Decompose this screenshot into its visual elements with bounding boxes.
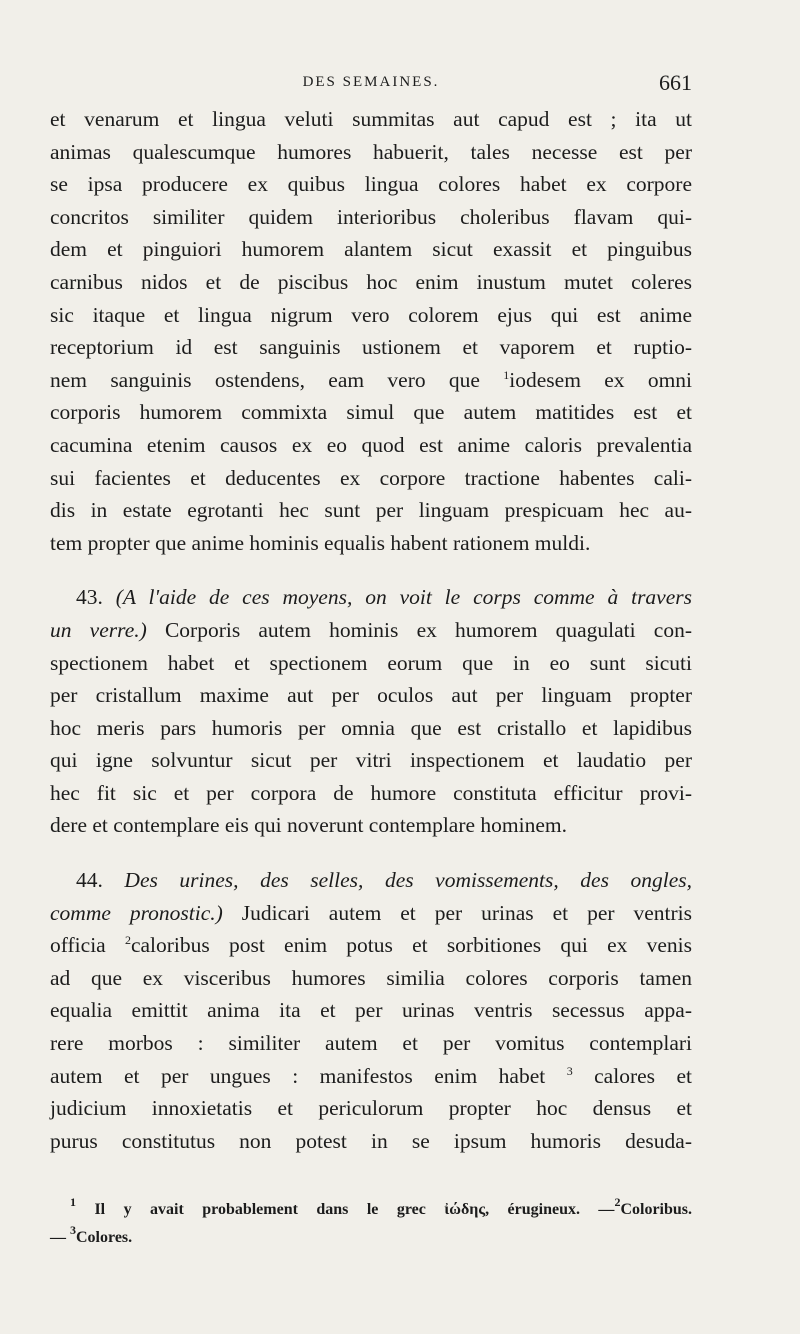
text-line: [50, 1060, 692, 1093]
section-heading-cont: comme pronostic.): [50, 900, 223, 925]
paragraph-1: [50, 103, 692, 559]
section-heading-cont: un verre.): [50, 617, 147, 642]
text-line: qui igne solvuntur sicut per vitri inspectionem et laudatio per: [50, 748, 692, 773]
page-number: 661: [659, 70, 692, 95]
paragraph-44: [50, 864, 692, 1157]
text-line: hoc meris pars humoris per omnia que est cristallo et lapidibus: [50, 715, 692, 740]
text-line: dere et contemplare eis qui noverunt contemplare hominem.: [50, 813, 568, 838]
footnote-marker: 2: [614, 1195, 621, 1209]
paragraph-43: [50, 581, 692, 842]
text-line: sui facientes et deducentes ex corpore tractione habentes cali-: [50, 465, 692, 490]
text-line: spectionem habet et spectionem eorum que in eo sunt sicuti: [50, 650, 692, 675]
text-line: equalia emittit anima ita et per urinas ventris secessus appa-: [50, 998, 692, 1023]
text-line: [50, 614, 692, 647]
text-segment: caloribus post enim potus et sorbitiones qui ex venis: [130, 933, 692, 958]
section-heading: Des urines, des selles, des vomissements, des ongles,: [124, 868, 693, 893]
text-line: hec fit sic et per corpora de humore constituta efficitur provi-: [50, 780, 692, 805]
footnote-text: Il y avait probablement dans le grec ἰώδης, érugineux. —: [94, 1201, 615, 1218]
text-segment: nem sanguinis ostendens, eam vero que: [50, 367, 480, 392]
footnote-marker: 3: [70, 1223, 76, 1237]
paragraph-gap: [50, 559, 692, 581]
text-line: [50, 929, 692, 962]
main-text: [50, 103, 692, 1157]
footnote-line: [50, 1224, 692, 1252]
text-line: carnibus nidos et de piscibus hoc enim inustum mutet coleres: [50, 269, 692, 294]
text-line: [50, 897, 692, 930]
text-line: purus constitutus non potest in se ipsum humoris desuda-: [50, 1128, 692, 1153]
text-line: tem propter que anime hominis equalis habent rationem muldi.: [50, 530, 591, 555]
footnote-text: Coloribus.: [620, 1201, 693, 1218]
footnote-dash: —: [50, 1229, 66, 1246]
text-segment: calores et: [594, 1063, 692, 1088]
text-line: [50, 364, 692, 397]
text-segment: Judicari autem et per urinas et per ventris: [241, 900, 693, 925]
section-heading: (A l'aide de ces moyens, on voit le corps comme à travers: [115, 585, 693, 610]
text-segment: iodesem ex omni: [509, 367, 693, 392]
paragraph-gap: [50, 842, 692, 864]
footnote-marker: 1: [70, 1195, 76, 1209]
text-line: dis in estate egrotanti hec sunt per linguam prespicuam hec au-: [50, 498, 692, 523]
heading-line: [50, 581, 692, 614]
text-segment: officia: [50, 933, 106, 958]
text-line: concritos similiter quidem interioribus choleribus flavam qui-: [50, 204, 692, 229]
text-line: rere morbos : similiter autem et per vomitus contemplari: [50, 1031, 692, 1056]
page-header: [50, 70, 692, 98]
footnote-ref: 2: [124, 933, 131, 948]
text-segment: autem et per ungues : manifestos enim habet: [50, 1063, 546, 1088]
footnote-text: Colores.: [76, 1229, 133, 1246]
footnote-ref: 1: [503, 367, 510, 382]
section-number: 43.: [76, 585, 103, 610]
running-title: DES SEMAINES.: [302, 74, 440, 90]
text-line: receptorium id est sanguinis ustionem et vaporem et ruptio-: [50, 335, 692, 360]
text-line: ad que ex visceribus humores similia colores corporis tamen: [50, 965, 692, 990]
text-line: animas qualescumque humores habuerit, tales necesse est per: [50, 139, 692, 164]
footnote-line: [70, 1196, 692, 1224]
text-segment: Corporis autem hominis ex humorem quagulati con-: [164, 617, 692, 642]
text-line: judicium innoxietatis et periculorum propter hoc densus et: [50, 1096, 692, 1121]
text-line: se ipsa producere ex quibus lingua colores habet ex corpore: [50, 172, 692, 197]
text-line: corporis humorem commixta simul que autem matitides est et: [50, 400, 692, 425]
text-line: dem et pinguiori humorem alantem sicut exassit et pinguibus: [50, 237, 692, 262]
text-line: per cristallum maxime aut per oculos aut per linguam propter: [50, 683, 692, 708]
section-number: 44.: [76, 868, 103, 893]
footnote-ref: 3: [566, 1063, 573, 1078]
text-line: et venarum et lingua veluti summitas aut capud est ; ita ut: [50, 107, 692, 131]
footnotes: [50, 1195, 693, 1252]
text-line: sic itaque et lingua nigrum vero colorem ejus qui est anime: [50, 302, 692, 327]
text-line: cacumina etenim causos ex eo quod est anime caloris prevalentia: [50, 432, 692, 457]
heading-line: [50, 864, 692, 897]
